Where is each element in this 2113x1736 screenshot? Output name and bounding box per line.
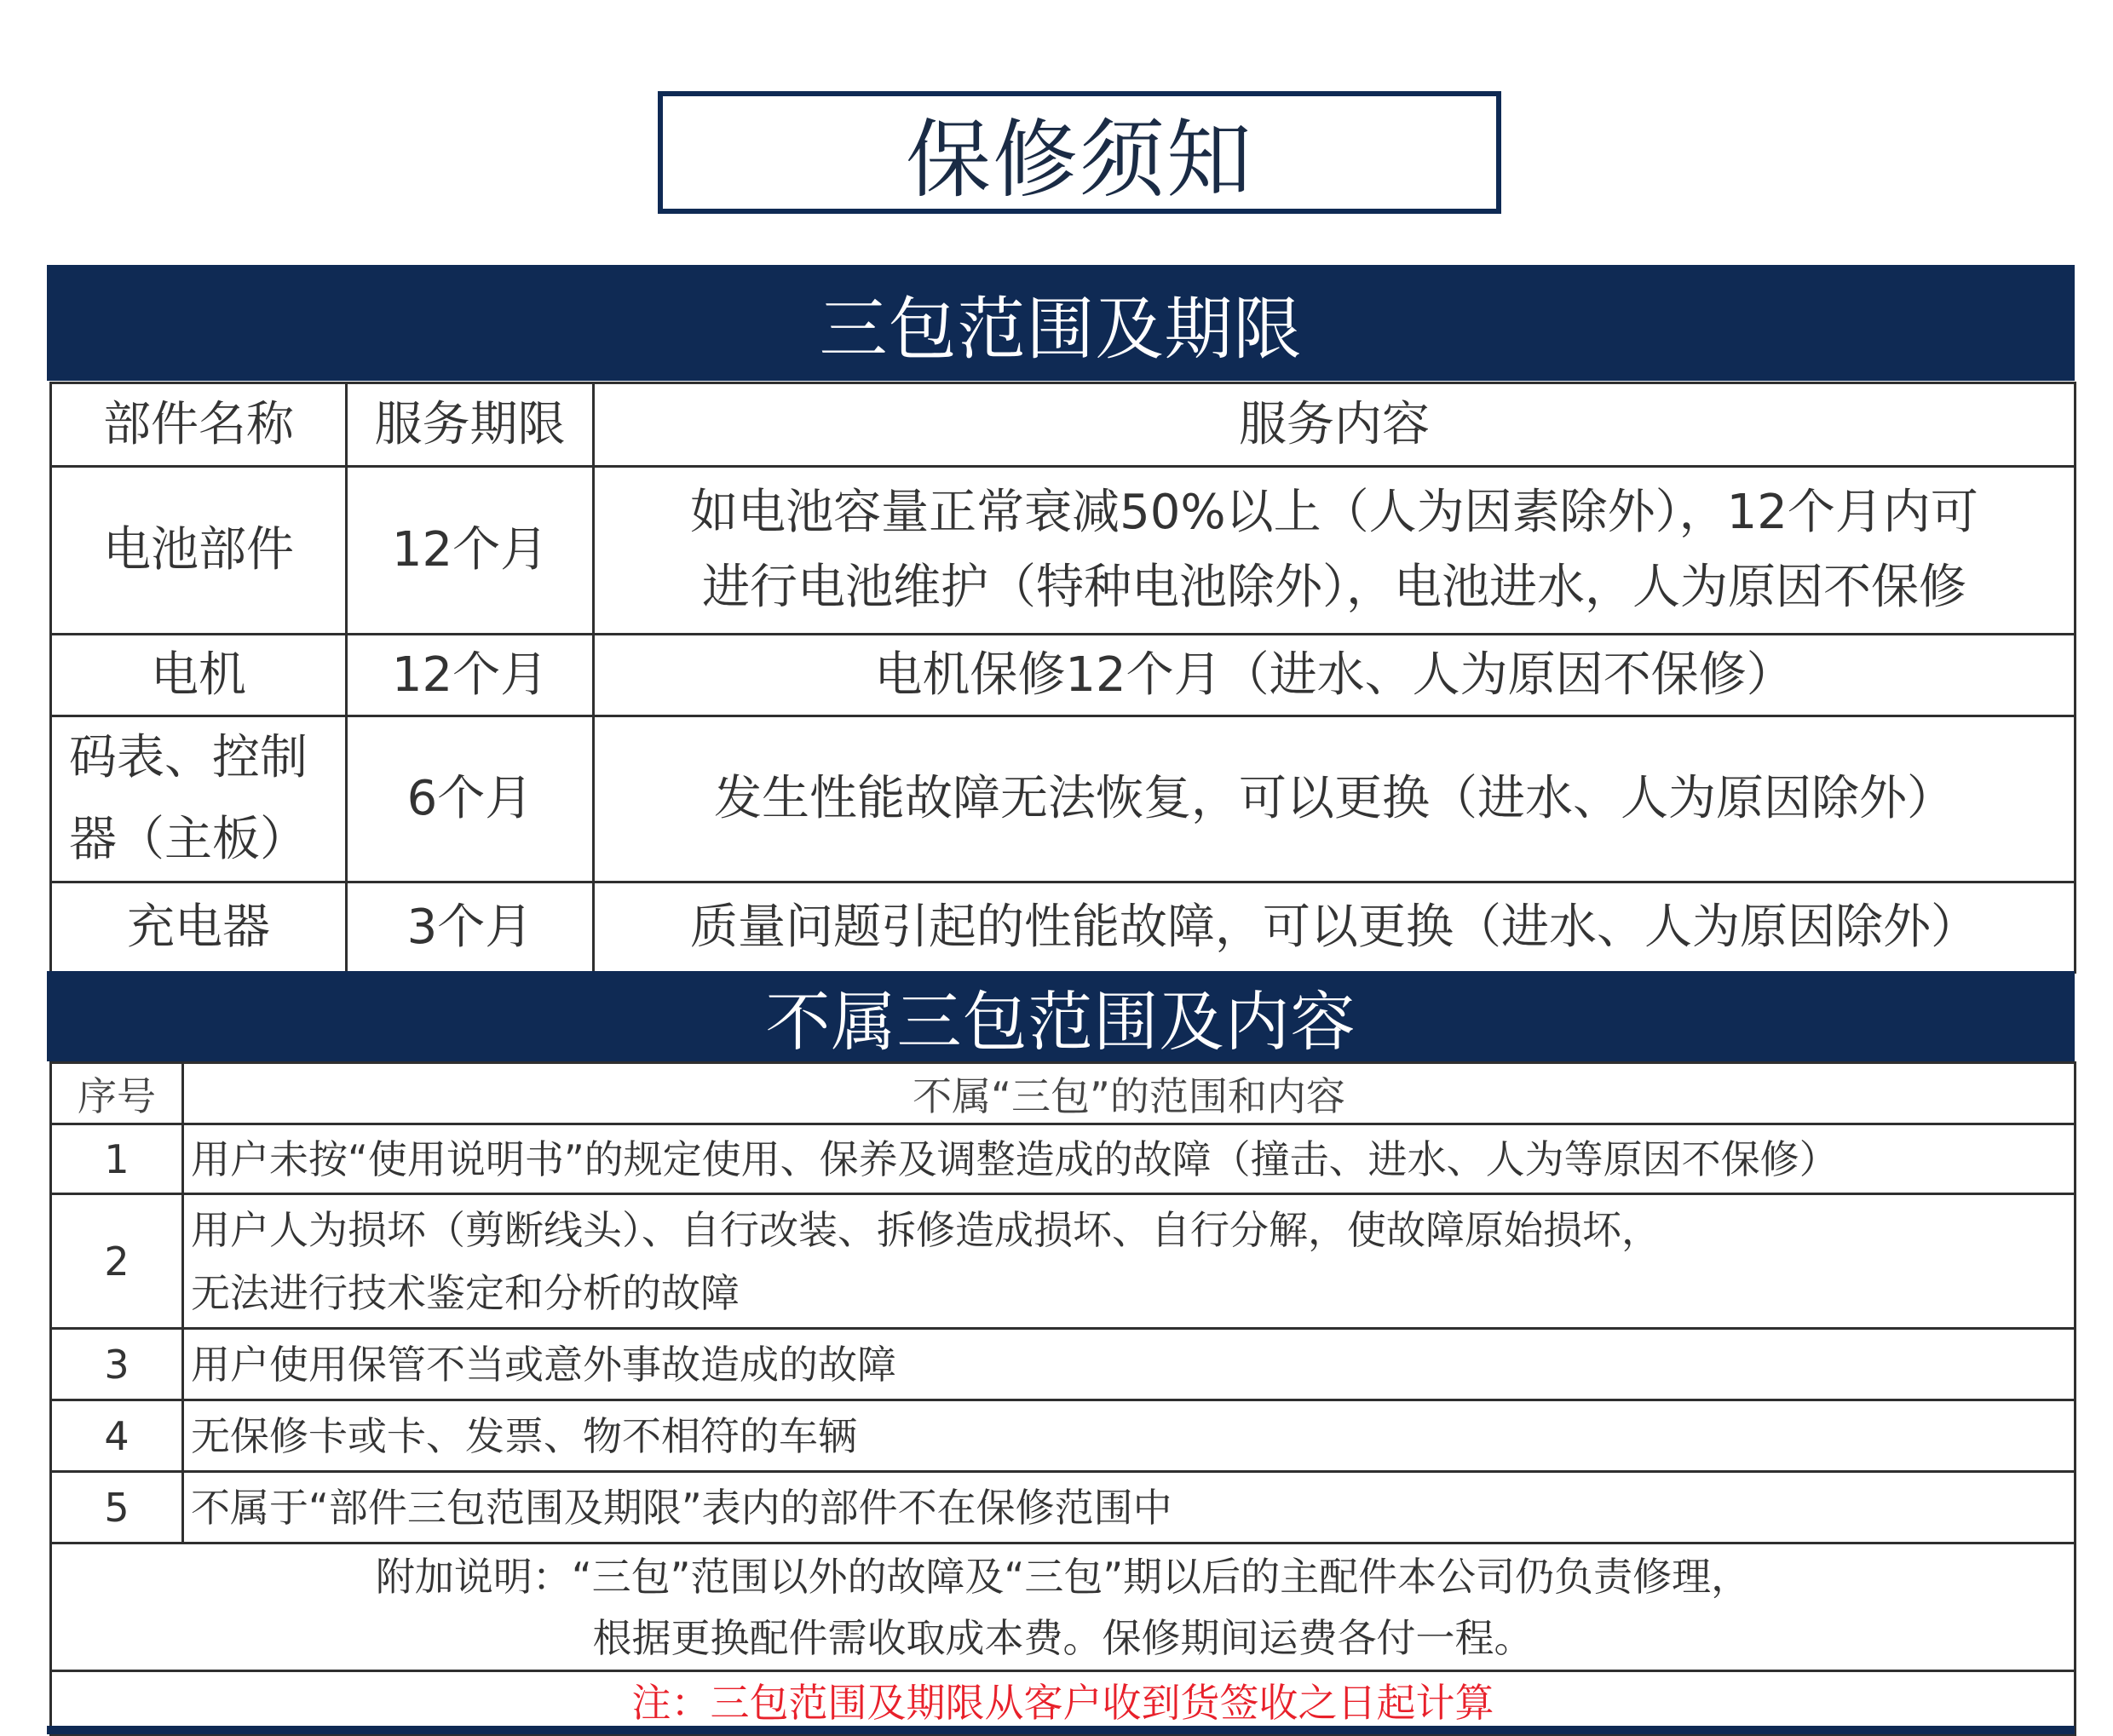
exclusion-text: 用户未按“使用说明书”的规定使用、保养及调整造成的故障（撞击、进水、人为等原因不保修） bbox=[183, 1124, 2076, 1194]
service-content: 电机保修12个月（进水、人为原因不保修） bbox=[594, 635, 2076, 716]
part-name: 电机 bbox=[51, 635, 347, 716]
table-row bbox=[51, 1124, 2076, 1194]
table-row bbox=[51, 1472, 2076, 1543]
service-period: 12个月 bbox=[347, 635, 594, 716]
service-content: 发生性能故障无法恢复，可以更换（进水、人为原因除外） bbox=[594, 716, 2076, 882]
row-number: 1 bbox=[51, 1124, 183, 1194]
service-content: 质量问题引起的性能故障，可以更换（进水、人为原因除外） bbox=[594, 882, 2076, 973]
exclusion-text: 不属于“部件三包范围及期限”表内的部件不在保修范围中 bbox=[183, 1472, 2076, 1543]
service-period: 3个月 bbox=[347, 882, 594, 973]
part-name-line: 码表、控制 bbox=[69, 730, 308, 785]
table-row bbox=[51, 635, 2076, 716]
service-content bbox=[594, 467, 2076, 635]
service-period: 12个月 bbox=[347, 467, 594, 635]
header-service-content: 服务内容 bbox=[594, 383, 2076, 467]
row-number: 2 bbox=[51, 1194, 183, 1329]
part-name-line: 器（主板） bbox=[69, 812, 308, 867]
service-period: 6个月 bbox=[347, 716, 594, 882]
header-exclusion-content: 不属“三包”的范围和内容 bbox=[183, 1063, 2076, 1124]
service-content-line: 进行电池维护（特种电池除外），电池进水，人为原因不保修 bbox=[702, 560, 1966, 615]
section-banner-exclusions: 不属三包范围及内容 bbox=[47, 971, 2075, 1061]
header-part-name: 部件名称 bbox=[51, 383, 347, 467]
exclusions-table bbox=[49, 1061, 2076, 1736]
row-number: 3 bbox=[51, 1329, 183, 1400]
exclusion-text: 用户使用保管不当或意外事故造成的故障 bbox=[183, 1329, 2076, 1400]
header-service-period: 服务期限 bbox=[347, 383, 594, 467]
section-banner-warranty-scope: 三包范围及期限 bbox=[47, 265, 2075, 381]
header-number: 序号 bbox=[51, 1063, 183, 1124]
additional-note-line: 附加说明：“三包”范围以外的故障及“三包”期以后的主配件本公司仍负责修理， bbox=[375, 1553, 1751, 1600]
exclusion-text bbox=[183, 1194, 2076, 1329]
table-row bbox=[51, 716, 2076, 882]
page-title: 保修须知 bbox=[658, 91, 1501, 214]
table-row bbox=[51, 1329, 2076, 1400]
exclusion-text: 无保修卡或卡、发票、物不相符的车辆 bbox=[183, 1400, 2076, 1472]
exclusion-text-line: 用户人为损坏（剪断线头）、自行改装、拆修造成损坏、自行分解，使故障原始损坏， bbox=[191, 1206, 1661, 1253]
row-number: 4 bbox=[51, 1400, 183, 1472]
service-content-line: 如电池容量正常衰减50%以上（人为因素除外），12个月内可 bbox=[690, 485, 1978, 540]
table-header-row bbox=[51, 383, 2076, 467]
table-row bbox=[51, 882, 2076, 973]
warranty-scope-table bbox=[49, 382, 2076, 974]
additional-note-line: 根据更换配件需收取成本费。保修期间运费各付一程。 bbox=[592, 1614, 1534, 1661]
part-name: 充电器 bbox=[51, 882, 347, 973]
footnote: 注：三包范围及期限从客户收到货签收之日起计算 bbox=[51, 1671, 2076, 1735]
table-row bbox=[51, 1194, 2076, 1329]
part-name bbox=[51, 716, 347, 882]
additional-note-row bbox=[51, 1543, 2076, 1671]
table-row bbox=[51, 1400, 2076, 1472]
row-number: 5 bbox=[51, 1472, 183, 1543]
additional-note bbox=[51, 1543, 2076, 1671]
bottom-bar bbox=[47, 1726, 2075, 1734]
part-name: 电池部件 bbox=[51, 467, 347, 635]
table-row bbox=[51, 467, 2076, 635]
exclusion-text-line: 无法进行技术鉴定和分析的故障 bbox=[191, 1269, 740, 1316]
table-header-row bbox=[51, 1063, 2076, 1124]
